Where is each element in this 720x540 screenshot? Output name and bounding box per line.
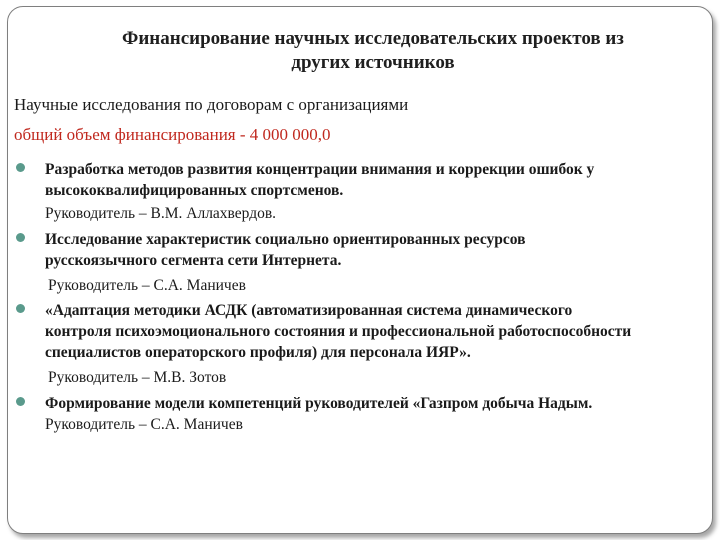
project-title-2: Исследование характеристик социально ориентированных ресурсов русскоязычного сегмента сети Интернета. (45, 231, 526, 269)
project-item-2 (16, 229, 706, 271)
slide (7, 6, 713, 534)
project-title-3: «Адаптация методики АСДК (автоматизированная система динамического контроля психоэмоционального состояния и профессиональной работоспособности специалистов операторского профиля) для персонала ИЯР». (45, 302, 632, 361)
bullet-icon (16, 233, 25, 242)
project-leader-2: Руководитель – С.А. Маничев (48, 277, 246, 294)
section-subtitle: Научные исследования по договорам с организациями (14, 95, 409, 114)
project-item-1 (16, 159, 706, 201)
project-title-1: Разработка методов развития концентрации внимания и коррекции ошибок у высококвалифицированных спортсменов. (45, 161, 595, 199)
bullet-icon (16, 304, 25, 313)
project-leader-4: Руководитель – С.А. Маничев (45, 416, 243, 433)
title-line-1: Финансирование научных исследовательских проектов из (122, 28, 624, 49)
project-title-4: Формирование модели компетенций руководителей «Газпром добыча Надым. (45, 395, 593, 412)
funding-total: общий объем финансирования - 4 000 000,0 (14, 125, 331, 144)
bullet-icon (16, 397, 25, 406)
page-title (48, 27, 698, 75)
title-line-2: других источников (291, 52, 455, 73)
project-item-4 (16, 393, 706, 414)
bullet-icon (16, 163, 25, 172)
project-leader-3: Руководитель – М.В. Зотов (48, 369, 227, 386)
project-item-3 (16, 300, 706, 363)
project-leader-1: Руководитель – В.М. Аллахвердов. (45, 205, 277, 222)
